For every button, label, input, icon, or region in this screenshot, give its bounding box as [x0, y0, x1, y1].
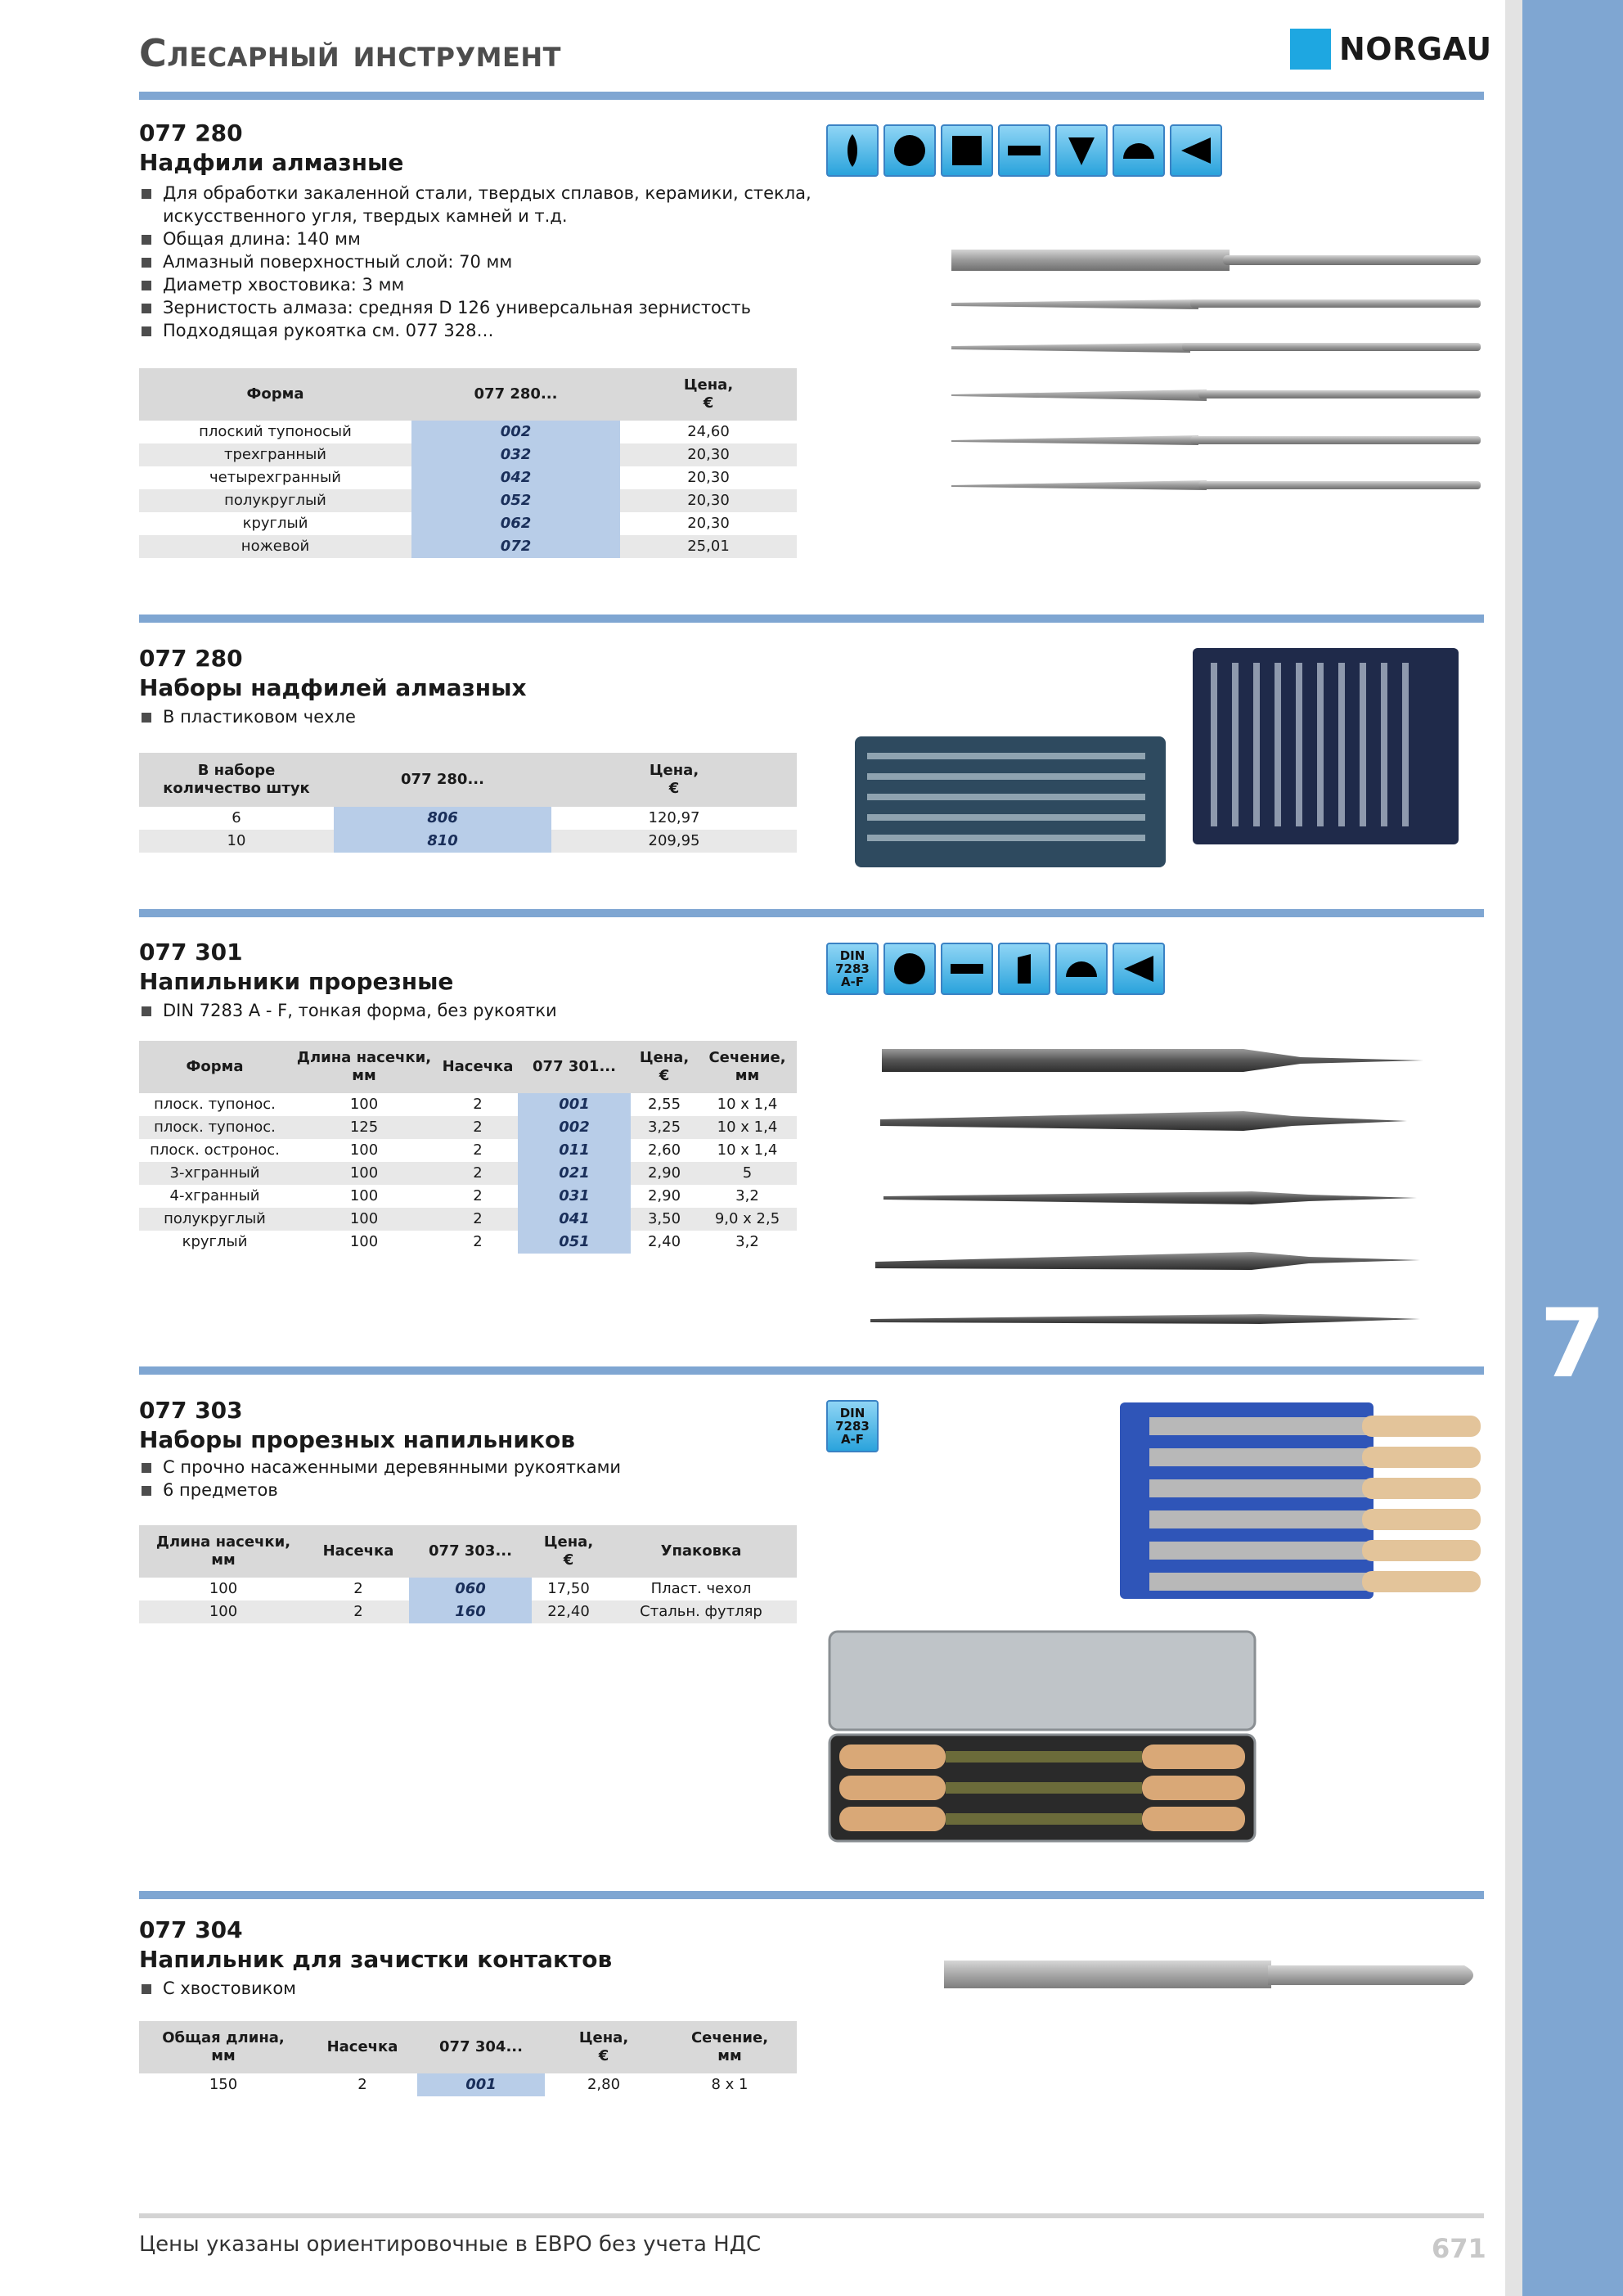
feature-item: В пластиковом чехле	[141, 705, 812, 728]
table-row	[139, 1185, 797, 1208]
page-number: 671	[1432, 2233, 1486, 2264]
cell-article: 021	[518, 1162, 631, 1185]
cell-form: круглый	[242, 515, 308, 532]
col-header: Цена, €	[620, 368, 797, 421]
cell-cut: 2	[353, 1580, 363, 1597]
price-table	[139, 2021, 797, 2096]
col-header: 077 280...	[334, 753, 551, 807]
cell-price: 25,01	[620, 535, 797, 558]
col-header: Цена, €	[545, 2021, 663, 2073]
file-set-metal-case-photo	[826, 1628, 1260, 1849]
feature-list	[141, 1456, 812, 1501]
contact-file-photo	[941, 1957, 1485, 1993]
cell-price: 2,55	[647, 1096, 681, 1113]
section-code: 077 304	[139, 1916, 243, 1943]
cell-packaging: Пласт. чехол	[650, 1580, 752, 1597]
footer-note: Цены указаны ориентировочные в ЕВРО без учета НДС	[139, 2232, 762, 2257]
cell-packaging: Стальн. футляр	[605, 1600, 797, 1623]
cell-article: 002	[518, 1116, 631, 1139]
cell-cut: 2	[473, 1096, 483, 1113]
cell-length: 100	[290, 1208, 438, 1231]
cell-form: плоский тупоносый	[199, 423, 352, 440]
cell-price: 2,60	[647, 1141, 681, 1159]
table-row	[139, 1116, 797, 1139]
col-header: Длина насечки, мм	[290, 1041, 438, 1093]
cell-form: плоск. тупонос.	[154, 1096, 276, 1113]
col-header: 077 304...	[417, 2021, 545, 2073]
cell-form: плоск. остронос.	[150, 1141, 280, 1159]
cell-article: 001	[518, 1093, 631, 1116]
section-divider	[139, 92, 1484, 100]
col-header: 077 280...	[411, 368, 620, 421]
cell-article: 062	[411, 512, 620, 535]
section-code: 077 280	[139, 119, 243, 146]
half-round-shape-icon	[1113, 124, 1165, 177]
shape-icon-row	[826, 124, 1222, 177]
table-row	[139, 443, 797, 466]
col-header: Длина насечки, мм	[139, 1525, 308, 1578]
table-row	[139, 535, 797, 558]
knife-shape-icon	[1113, 943, 1165, 995]
cell-article: 806	[334, 807, 551, 830]
price-table	[139, 1041, 797, 1254]
cell-article: 072	[411, 535, 620, 558]
cell-section: 3,2	[735, 1233, 759, 1250]
section-title: Напильники прорезные	[139, 968, 454, 995]
file-set-plastic-case-photo	[1117, 1399, 1485, 1604]
col-header: Сечение, мм	[698, 1041, 797, 1093]
barrette-shape-icon	[826, 124, 879, 177]
cell-section: 8 x 1	[711, 2076, 749, 2093]
cell-form: трехгранный	[139, 443, 411, 466]
page-title: Слесарный инструмент	[139, 31, 561, 75]
cell-qty: 10	[139, 830, 334, 853]
cell-article: 042	[411, 466, 620, 489]
cell-qty: 6	[232, 809, 241, 826]
cell-length: 100	[209, 1580, 238, 1597]
table-row	[139, 1093, 797, 1116]
col-header: Насечка	[308, 1525, 409, 1578]
col-header: Форма	[139, 368, 411, 421]
cell-price: 20,30	[687, 469, 730, 486]
section-title: Надфили алмазные	[139, 149, 404, 176]
table-row	[139, 830, 797, 853]
cell-cut: 2	[438, 1208, 518, 1231]
logo-square-icon	[1290, 29, 1331, 70]
col-header: 077 303...	[409, 1525, 532, 1578]
cell-price: 2,90	[631, 1162, 698, 1185]
cell-price: 22,40	[532, 1600, 605, 1623]
table-row	[139, 421, 797, 443]
din-badge-icon	[826, 943, 879, 995]
cell-price: 3,50	[631, 1208, 698, 1231]
cell-article: 051	[518, 1231, 631, 1254]
square-shape-icon	[941, 124, 993, 177]
cell-length: 150	[209, 2076, 238, 2093]
col-header: Форма	[139, 1041, 290, 1093]
cell-cut: 2	[473, 1187, 483, 1204]
cell-price: 20,30	[687, 515, 730, 532]
cell-section: 9,0 x 2,5	[698, 1208, 797, 1231]
cell-article: 160	[409, 1600, 532, 1623]
chapter-number: 7	[1540, 1289, 1606, 1399]
needle-file-sets-photo	[851, 646, 1464, 876]
cell-form: ножевой	[139, 535, 411, 558]
table-row	[139, 489, 797, 512]
cell-price: 2,40	[647, 1233, 681, 1250]
price-table	[139, 368, 797, 558]
cell-article: 810	[334, 830, 551, 853]
flat-shape-icon	[998, 124, 1050, 177]
feature-list	[141, 182, 812, 342]
col-header: Насечка	[438, 1041, 518, 1093]
footer-divider	[139, 2213, 1484, 2218]
section-title: Напильник для зачистки контактов	[139, 1946, 613, 1973]
feature-item: С прочно насаженными деревянными рукоятками	[141, 1456, 812, 1479]
cell-article: 032	[411, 443, 620, 466]
cell-length: 100	[349, 1187, 379, 1204]
table-row	[139, 1578, 797, 1600]
cell-price: 17,50	[547, 1580, 590, 1597]
col-header: Насечка	[308, 2021, 417, 2073]
cell-article: 052	[411, 489, 620, 512]
col-header: Цена, €	[551, 753, 797, 807]
cell-section: 10 x 1,4	[717, 1096, 778, 1113]
feature-item: Для обработки закаленной стали, твердых сплавов, керамики, стекла, искусственного угля, твердых камней и т.д.	[141, 182, 812, 227]
cell-price: 2,90	[647, 1187, 681, 1204]
logo-text: NORGAU	[1339, 31, 1492, 67]
shape-icon-row	[826, 943, 1165, 995]
col-header: В наборе количество штук	[139, 753, 334, 807]
section-divider	[139, 1366, 1484, 1375]
cell-article: 060	[409, 1578, 532, 1600]
cell-price: 2,80	[587, 2076, 621, 2093]
cell-form: 4-хгранный	[169, 1187, 260, 1204]
cell-section: 5	[698, 1162, 797, 1185]
feature-item: С хвостовиком	[141, 1977, 812, 2000]
cell-article: 001	[417, 2073, 545, 2096]
col-header: Общая длина, мм	[139, 2021, 308, 2073]
table-row	[139, 1139, 797, 1162]
cell-cut: 2	[473, 1233, 483, 1250]
table-row	[139, 807, 797, 830]
cell-price: 20,30	[620, 489, 797, 512]
cell-cut: 2	[438, 1162, 518, 1185]
cell-form: четырехгранный	[209, 469, 341, 486]
din-badge-label: DIN 7283 A-F	[835, 1406, 870, 1447]
feature-list	[141, 999, 812, 1022]
cell-cut: 2	[473, 1141, 483, 1159]
cell-price: 3,25	[631, 1116, 698, 1139]
section-code: 077 303	[139, 1397, 243, 1424]
cell-cut: 2	[438, 1116, 518, 1139]
feature-item: Алмазный поверхностный слой: 70 мм	[141, 250, 812, 273]
knife-shape-icon	[1170, 124, 1222, 177]
cell-price: 20,30	[620, 443, 797, 466]
feature-item: 6 предметов	[141, 1479, 812, 1501]
feature-item: Общая длина: 140 мм	[141, 227, 812, 250]
price-table	[139, 1525, 797, 1623]
cell-cut: 2	[357, 2076, 367, 2093]
flat-shape-icon	[941, 943, 993, 995]
table-row	[139, 1231, 797, 1254]
round-shape-icon	[883, 124, 936, 177]
round-shape-icon	[883, 943, 936, 995]
cell-form: полукруглый	[139, 1208, 290, 1231]
table-row	[139, 1600, 797, 1623]
feature-item: DIN 7283 A - F, тонкая форма, без рукоятки	[141, 999, 812, 1022]
cell-form: полукруглый	[139, 489, 411, 512]
cell-section: 10 x 1,4	[717, 1141, 778, 1159]
table-row	[139, 466, 797, 489]
cell-length: 125	[290, 1116, 438, 1139]
col-header: Цена, €	[631, 1041, 698, 1093]
col-header: Сечение, мм	[663, 2021, 797, 2073]
triangle-shape-icon	[1055, 124, 1108, 177]
half-round-shape-icon	[1055, 943, 1108, 995]
diamond-needle-files-photo	[945, 241, 1485, 495]
cell-length: 100	[139, 1600, 308, 1623]
feature-list	[141, 705, 812, 728]
cell-article: 041	[518, 1208, 631, 1231]
cell-cut: 2	[308, 1600, 409, 1623]
cell-form: круглый	[182, 1233, 248, 1250]
cell-form: плоск. тупонос.	[139, 1116, 290, 1139]
feature-item: Зернистость алмаза: средняя D 126 универсальная зернистость	[141, 296, 812, 319]
cell-form: 3-хгранный	[139, 1162, 290, 1185]
section-divider	[139, 1891, 1484, 1899]
cell-length: 100	[349, 1233, 379, 1250]
section-divider	[139, 615, 1484, 623]
section-title: Наборы надфилей алмазных	[139, 674, 527, 701]
cell-article: 002	[411, 421, 620, 443]
section-divider	[139, 909, 1484, 917]
side-gray-strip	[1505, 0, 1522, 2296]
col-header: Упаковка	[605, 1525, 797, 1578]
chapter-tab	[1522, 0, 1623, 2296]
col-header: 077 301...	[518, 1041, 631, 1093]
brand-logo	[1290, 28, 1492, 70]
table-row	[139, 2073, 797, 2096]
feature-item: Диаметр хвостовика: 3 мм	[141, 273, 812, 296]
cell-length: 100	[290, 1162, 438, 1185]
din-badge-icon	[826, 1400, 879, 1452]
shape-icon-row	[826, 1400, 879, 1452]
table-row	[139, 1208, 797, 1231]
section-title: Наборы прорезных напильников	[139, 1426, 575, 1453]
price-table	[139, 753, 797, 853]
table-row	[139, 512, 797, 535]
cell-price: 209,95	[551, 830, 797, 853]
cell-price: 24,60	[687, 423, 730, 440]
table-row	[139, 1162, 797, 1185]
cell-section: 3,2	[735, 1187, 759, 1204]
slotting-files-photo	[867, 1031, 1432, 1334]
section-code: 077 280	[139, 645, 243, 672]
feature-item: Подходящая рукоятка см. 077 328…	[141, 319, 812, 342]
cell-article: 011	[518, 1139, 631, 1162]
din-badge-label: DIN 7283 A-F	[835, 948, 870, 989]
square-shape-icon	[998, 943, 1050, 995]
cell-length: 100	[349, 1141, 379, 1159]
section-code: 077 301	[139, 939, 243, 966]
cell-length: 100	[349, 1096, 379, 1113]
cell-article: 031	[518, 1185, 631, 1208]
col-header: Цена, €	[532, 1525, 605, 1578]
feature-list	[141, 1977, 812, 2000]
cell-price: 120,97	[648, 809, 700, 826]
cell-section: 10 x 1,4	[698, 1116, 797, 1139]
